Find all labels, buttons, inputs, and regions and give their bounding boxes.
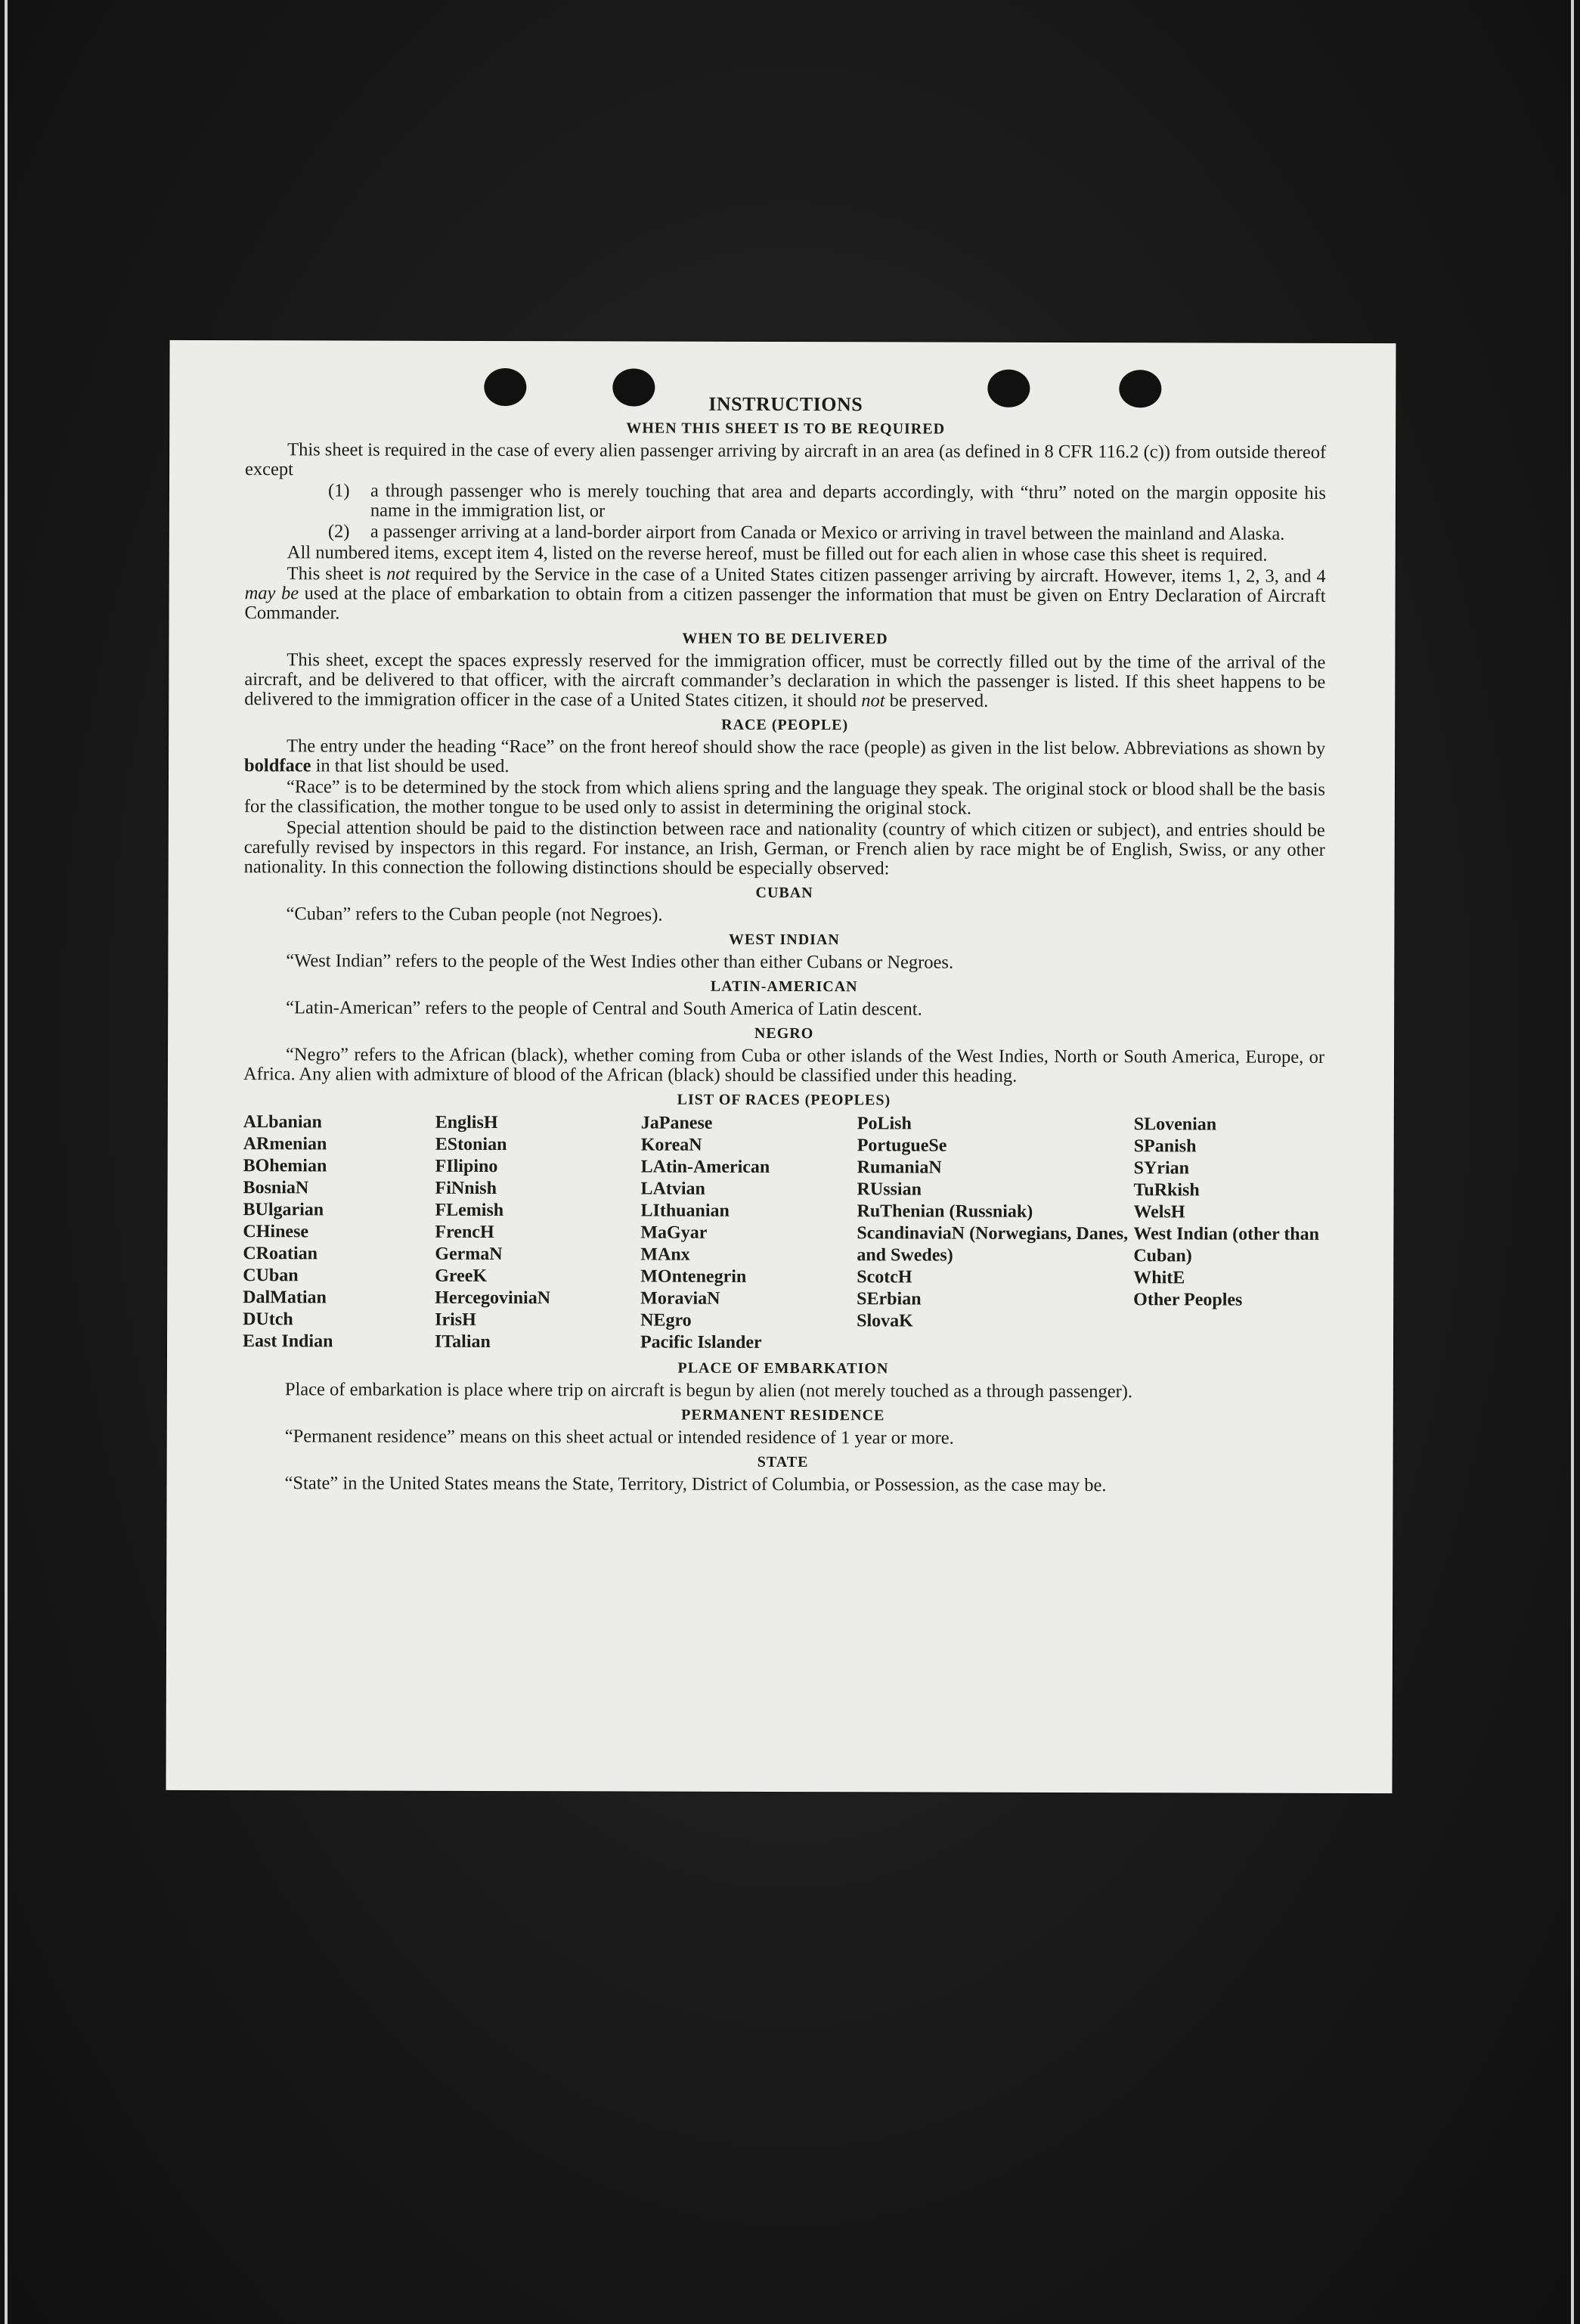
paragraph: “Latin-American” refers to the people of Central and South America of Latin descent. xyxy=(286,997,922,1020)
race-entry: PoLish xyxy=(857,1114,912,1134)
races-list xyxy=(243,1111,1324,1356)
race-entry: TuRkish xyxy=(1133,1180,1200,1201)
race-entry: NEgro xyxy=(640,1310,692,1331)
race-entry: JaPanese xyxy=(640,1113,713,1133)
race-entry: West Indian (other than Cuban) xyxy=(1133,1224,1320,1266)
races-column xyxy=(1133,1114,1324,1356)
paragraph: “Permanent residence” means on this sheet actual or intended residence of 1 year or more. xyxy=(284,1426,954,1449)
race-entry: PortugueSe xyxy=(857,1136,947,1156)
heading-permanent-residence: PERMANENT RESIDENCE xyxy=(681,1406,885,1424)
race-entry: FLemish xyxy=(435,1200,504,1221)
race-entry: Other Peoples xyxy=(1133,1290,1243,1310)
race-entry: SLovenian xyxy=(1133,1114,1217,1135)
emphasis: not xyxy=(386,563,410,584)
race-entry: ScotcH xyxy=(857,1267,912,1287)
race-entry: MAnx xyxy=(640,1244,690,1265)
race-entry: SErbian xyxy=(857,1289,922,1309)
race-entry: EnglisH xyxy=(435,1112,498,1133)
races-column xyxy=(435,1112,641,1354)
text-run: required by the Service in the case of a United States citizen passenger arriving by aircraft. However, items 1, 2, 3, and 4 xyxy=(410,563,1326,587)
heading-when-required: WHEN THIS SHEET IS TO BE REQUIRED xyxy=(626,420,946,438)
list-item xyxy=(328,522,1326,544)
heading-state: STATE xyxy=(757,1453,809,1471)
race-entry: LAtin-American xyxy=(640,1157,770,1177)
paragraph xyxy=(244,650,1325,712)
race-entry: CUban xyxy=(243,1266,299,1286)
race-entry: GreeK xyxy=(435,1266,488,1286)
race-entry: KoreaN xyxy=(640,1135,702,1155)
bold-text: boldface xyxy=(244,755,311,776)
race-entry: DalMatian xyxy=(243,1287,327,1308)
race-entry: SlovaK xyxy=(857,1311,913,1331)
race-entry: IrisH xyxy=(435,1309,476,1330)
race-entry: FrencH xyxy=(435,1222,494,1243)
race-entry: SPanish xyxy=(1133,1136,1197,1157)
item-text: a passenger arriving at a land-border airport from Canada or Mexico or arriving in travel between the mainland and Alaska. xyxy=(370,521,1285,544)
text-run: The entry under the heading “Race” on the front hereof should show the race (people) as given in the list below. Abbreviations as shown by xyxy=(287,736,1326,759)
paragraph: “State” in the United States means the State, Territory, District of Columbia, or Possession, as the case may be. xyxy=(284,1473,1107,1496)
document-sheet xyxy=(166,340,1396,1793)
races-column xyxy=(857,1113,1134,1355)
paragraph: Special attention should be paid to the distinction between race and nationality (country of which citizen or subject), and entries should be carefully revised by inspectors in this regard. For instance, an Irish, German, or French alien by race might be of English, Swiss, or any other nationality. In this connection the following distinctions should be especially observed: xyxy=(243,817,1325,879)
heading-race: RACE (PEOPLE) xyxy=(721,716,849,734)
race-entry: East Indian xyxy=(243,1331,333,1352)
heading-cuban: CUBAN xyxy=(755,884,813,902)
film-edge-left xyxy=(5,0,8,2324)
heading-place-of-embarkation: PLACE OF EMBARKATION xyxy=(677,1359,889,1377)
race-entry: BosniaN xyxy=(243,1178,309,1198)
race-entry: CRoatian xyxy=(243,1244,318,1264)
emphasis: may be xyxy=(244,583,299,604)
text-run: used at the place of embarkation to obtain from a citizen passenger the information that must be given on Entry Declaration of Aircraft Commander. xyxy=(244,583,1326,624)
text-run: in that list should be used. xyxy=(311,755,510,777)
race-entry: LAtvian xyxy=(640,1179,705,1199)
race-entry: WelsH xyxy=(1133,1202,1185,1222)
paragraph xyxy=(245,564,1326,626)
paragraph: All numbered items, except item 4, listed on the reverse hereof, must be filled out for each alien in whose case this sheet is required. xyxy=(287,542,1268,566)
race-entry: ScandinaviaN (Norwegians, Danes, and Swedes) xyxy=(857,1223,1129,1266)
race-entry: ITalian xyxy=(435,1331,491,1352)
race-entry: RUssian xyxy=(857,1179,922,1200)
race-entry: Pacific Islander xyxy=(640,1332,762,1353)
race-entry: BUlgarian xyxy=(243,1200,324,1220)
races-column xyxy=(243,1111,435,1353)
heading-latin-american: LATIN-AMERICAN xyxy=(710,978,858,996)
item-number: (2) xyxy=(327,521,350,542)
race-entry: MaGyar xyxy=(640,1222,708,1243)
heading-when-delivered: WHEN TO BE DELIVERED xyxy=(682,630,888,648)
race-entry: FiNnish xyxy=(435,1178,497,1199)
race-entry: LIthuanian xyxy=(640,1201,730,1221)
paragraph: “Cuban” refers to the Cuban people (not Negroes). xyxy=(286,903,663,925)
paragraph: “Race” is to be determined by the stock from which aliens spring and the language they speak. The original stock or blood shall be the basis for the classification, the mother tongue to be used only to assist in determining the original stock. xyxy=(243,776,1325,819)
film-edge-right xyxy=(1571,0,1574,2324)
race-entry: DUtch xyxy=(243,1309,293,1330)
paragraph: “West Indian” refers to the people of the West Indies other than either Cubans or Negroes. xyxy=(286,950,954,973)
list-item xyxy=(328,481,1326,522)
race-entry: BOhemian xyxy=(243,1156,327,1176)
race-entry: ARmenian xyxy=(243,1134,327,1154)
race-entry: EStonian xyxy=(435,1134,507,1155)
race-entry: HercegoviniaN xyxy=(435,1287,551,1309)
race-entry: RuThenian (Russniak) xyxy=(857,1201,1033,1222)
item-number: (1) xyxy=(327,480,350,501)
instructions-content xyxy=(243,393,1327,1498)
heading-west-indian: WEST INDIAN xyxy=(729,931,840,949)
race-entry: RumaniaN xyxy=(857,1157,942,1178)
paragraph: “Negro” refers to the African (black), whether coming from Cuba or other islands of the West Indies, North or South America, Europe, or Africa. Any alien with admixture of blood of the African (black) should be classified under this heading. xyxy=(243,1044,1325,1086)
page-title: INSTRUCTIONS xyxy=(708,392,863,416)
emphasis: not xyxy=(861,690,885,711)
heading-negro: NEGRO xyxy=(754,1024,814,1043)
race-entry: MoraviaN xyxy=(640,1288,720,1309)
paragraph xyxy=(244,736,1325,779)
race-entry: MOntenegrin xyxy=(640,1266,747,1287)
paragraph: This sheet is required in the case of every alien passenger arriving by aircraft in an area (as defined in 8 CFR 116.2 (c)) from outside thereof except xyxy=(245,439,1327,480)
text-run: This sheet is xyxy=(287,563,387,584)
race-entry: WhitE xyxy=(1133,1268,1185,1288)
paragraph: Place of embarkation is place where trip on aircraft is begun by alien (not merely touched as a through passenger). xyxy=(284,1379,1133,1402)
race-entry: ALbanian xyxy=(243,1112,322,1133)
text-run: This sheet, except the spaces expressly reserved for the immigration officer, must be correctly filled out by the time of the arrival of the aircraft, and be delivered to that officer, with the aircraft commander’s declaration in which the passenger is listed. If this sheet happens to be delivered to the immigration officer in the case of a United States citizen, it should xyxy=(244,649,1326,711)
text-run: be preserved. xyxy=(884,690,989,711)
heading-list-of-races: LIST OF RACES (PEOPLES) xyxy=(677,1091,891,1109)
race-entry: SYrian xyxy=(1133,1158,1190,1179)
race-entry: CHinese xyxy=(243,1222,309,1242)
races-column xyxy=(640,1113,857,1355)
race-entry: FIlipino xyxy=(435,1156,498,1177)
race-entry: GermaN xyxy=(435,1244,503,1265)
item-text: a through passenger who is merely touching that area and departs accordingly, with “thru” noted on the margin opposite his name in the immigration list, or xyxy=(370,480,1327,522)
